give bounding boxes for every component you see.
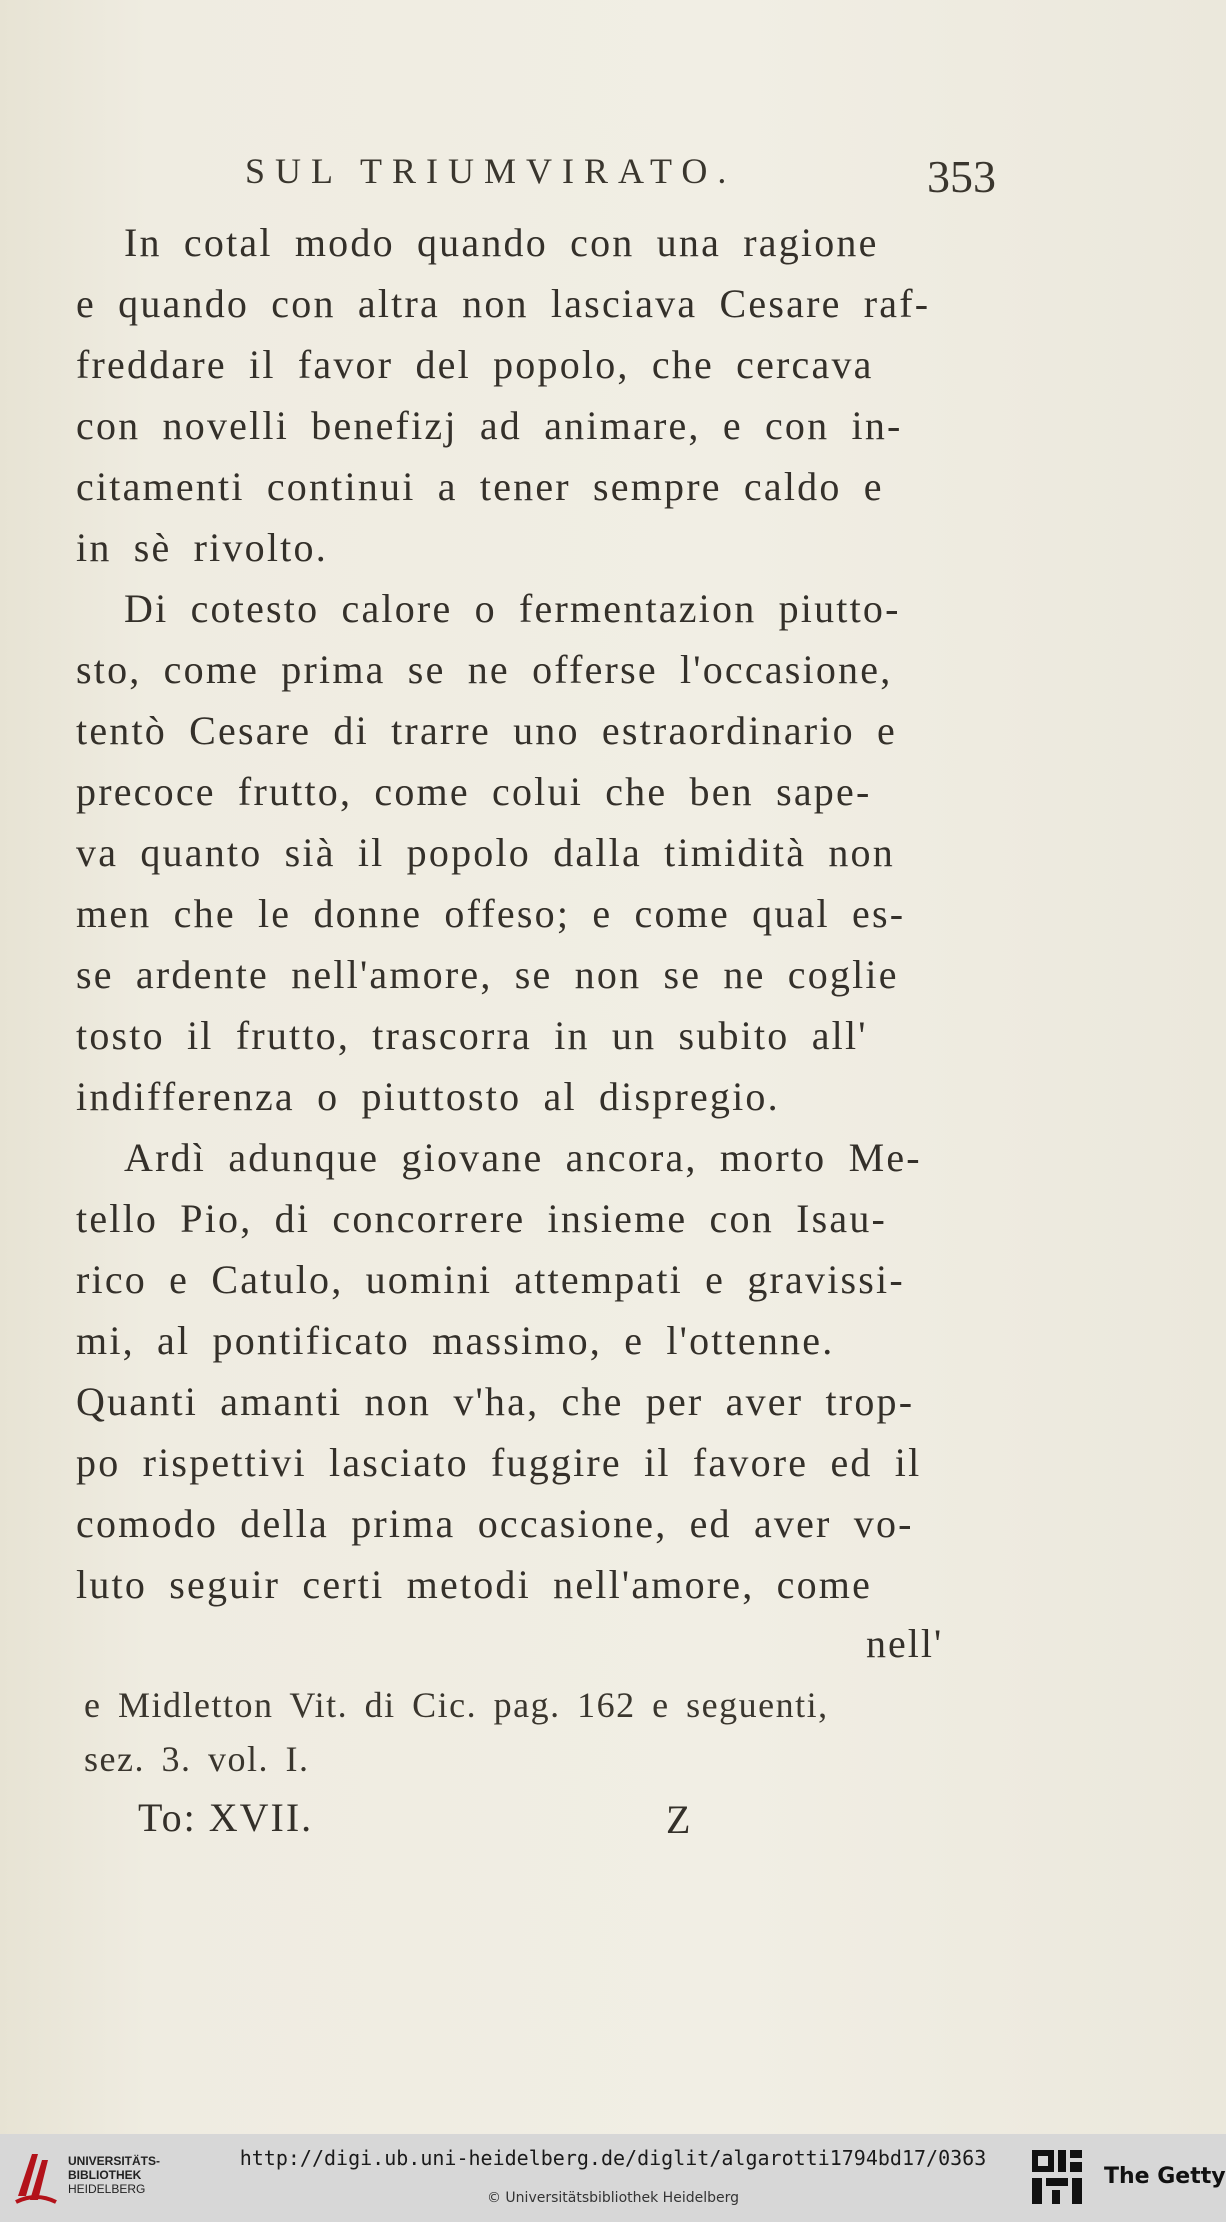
text-line: se ardente nell'amore, se non se ne coglie (76, 952, 899, 997)
text-line: in sè rivolto. (76, 525, 328, 570)
text-line: In cotal modo quando con una ragione (124, 220, 879, 265)
text-line: comodo della prima occasione, ed aver vo- (76, 1501, 914, 1546)
text-line: freddare il favor del popolo, che cercava (76, 342, 874, 387)
text-line: mi, al pontificato massimo, e l'ottenne. (76, 1318, 835, 1363)
text-line: luto seguir certi metodi nell'amore, come (76, 1562, 873, 1607)
text-line: Quanti amanti non v'ha, che per aver trop- (76, 1379, 915, 1424)
text-line: po rispettivi lasciato fuggire il favore ed il (76, 1440, 922, 1485)
text-line: Ardì adunque giovane ancora, morto Me- (124, 1135, 922, 1180)
text-line: tosto il frutto, trascorra in un subito all' (76, 1013, 868, 1058)
getty-logo-icon (1030, 2148, 1084, 2210)
library-name-line: UNIVERSITÄTS- (68, 2154, 161, 2168)
signature-mark: Z (666, 1797, 691, 1842)
footnote-line: e Midletton Vit. di Cic. pag. 162 e seguenti, (84, 1685, 829, 1725)
catchword: nell' (866, 1621, 944, 1666)
permalink-url[interactable]: http://digi.ub.uni-heidelberg.de/diglit/algarotti1794bd17/0363 (239, 2146, 987, 2170)
running-head: SUL TRIUMVIRATO. (245, 151, 737, 191)
library-name-line: HEIDELBERG (68, 2182, 146, 2196)
text-line: tello Pio, di concorrere insieme con Isau- (76, 1196, 888, 1241)
text-line: men che le donne offeso; e come qual es- (76, 891, 906, 936)
text-line: citamenti continui a tener sempre caldo e (76, 464, 884, 509)
footnote-line: sez. 3. vol. I. (84, 1739, 310, 1779)
text-line: va quanto sià il popolo dalla timidità non (76, 830, 895, 875)
text-line: rico e Catulo, uomini attempati e gravissi- (76, 1257, 905, 1302)
text-line: tentò Cesare di trarre uno estraordinario e (76, 708, 897, 753)
partner-name: The Getty (1104, 2164, 1226, 2189)
page-number: 353 (927, 151, 996, 202)
text-line: precoce frutto, come colui che ben sape- (76, 769, 872, 814)
viewer-footer (0, 2134, 1226, 2222)
text-line: con novelli benefizj ad animare, e con in- (76, 403, 903, 448)
text-line: indifferenza o piuttosto al dispregio. (76, 1074, 780, 1119)
text-line: Di cotesto calore o fermentazion piutto- (124, 586, 901, 631)
library-name-line: BIBLIOTHEK (68, 2168, 142, 2182)
text-line: e quando con altra non lasciava Cesare raf- (76, 281, 931, 326)
body-text (76, 212, 1136, 1615)
footnote (84, 1678, 1144, 1786)
copyright-notice: © Universitätsbibliothek Heidelberg (486, 2190, 739, 2206)
printer-signature: To: XVII. (138, 1795, 314, 1840)
text-line: sto, come prima se ne offerse l'occasione, (76, 647, 893, 692)
